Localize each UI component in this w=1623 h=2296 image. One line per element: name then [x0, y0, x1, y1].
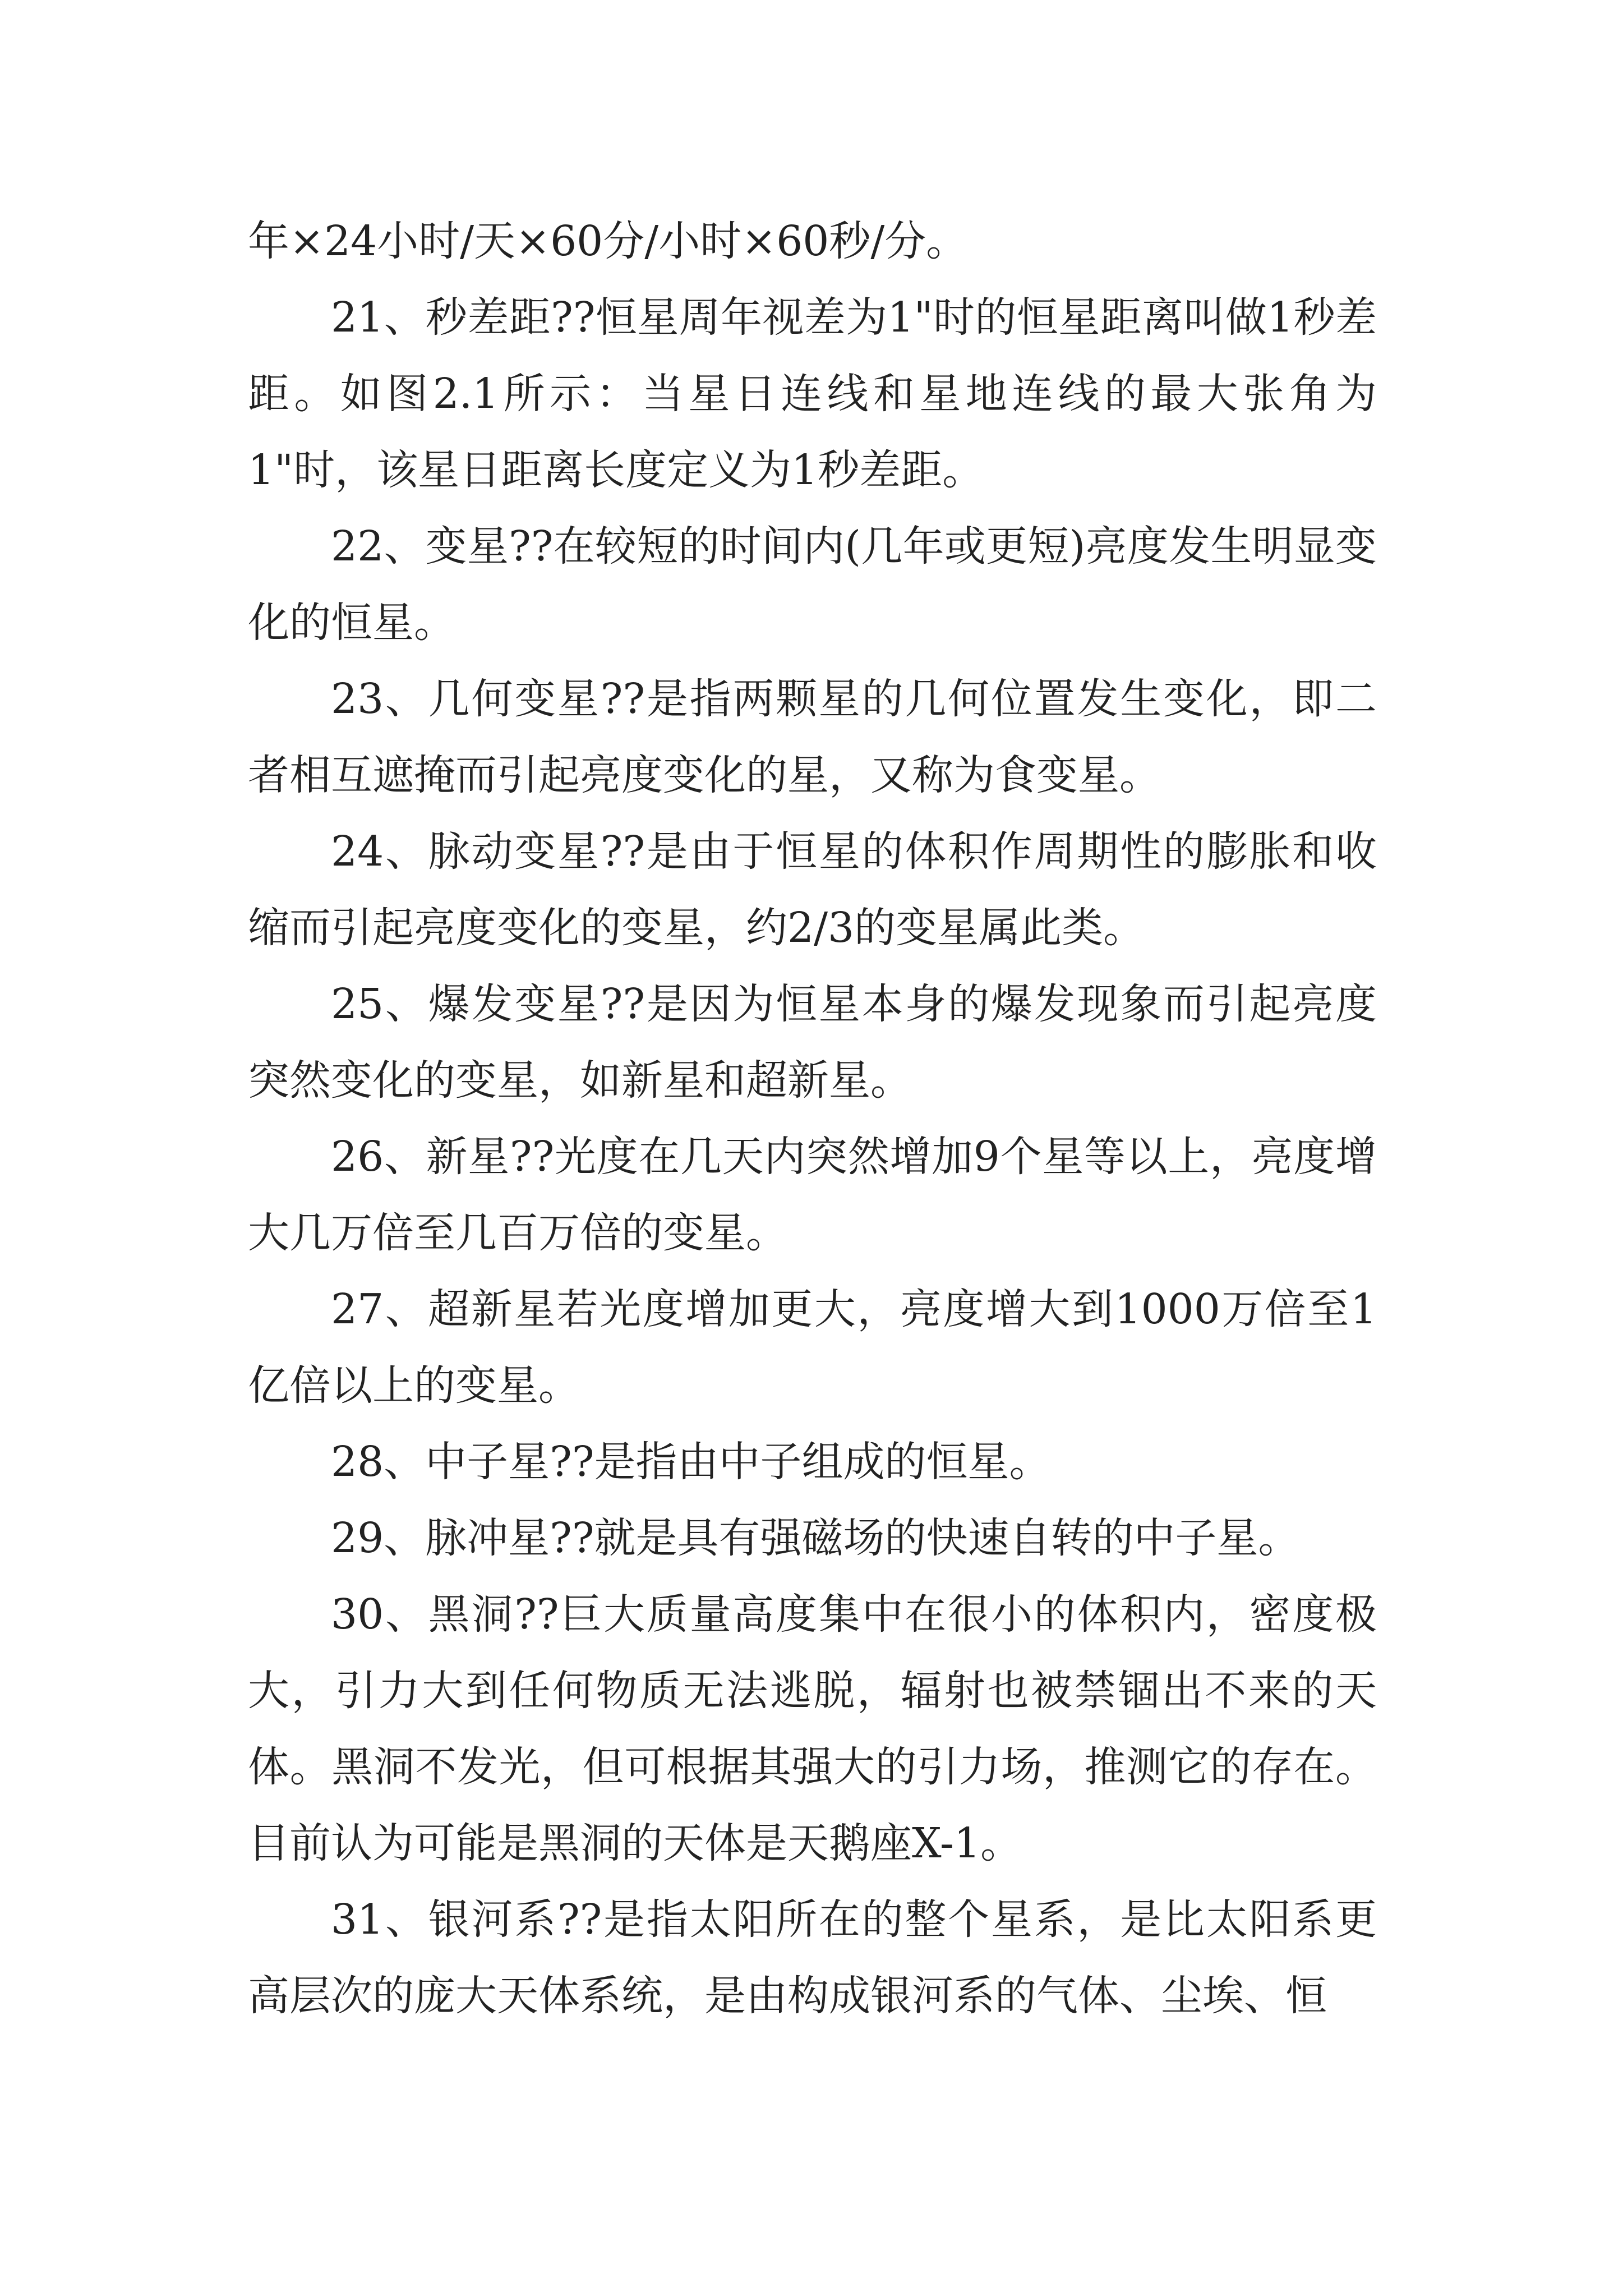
paragraph-item-29: 29、脉冲星??就是具有强磁场的快速自转的中子星。 — [331, 1514, 1300, 1562]
paragraph-item-28: 28、中子星??是指由中子组成的恒星。 — [331, 1438, 1051, 1486]
paragraph-item-27: 27、超新星若光度增加更大，亮度增大到1000万倍至1亿倍以上的变星。 — [248, 1285, 1377, 1410]
paragraph-continuation: 年×24小时/天×60分/小时×60秒/分。 — [248, 217, 968, 265]
paragraph-item-22: 22、变星??在较短的时间内(几年或更短)亮度发生明显变化的恒星。 — [248, 522, 1377, 647]
paragraph-item-26: 26、新星??光度在几天内突然增加9个星等以上，亮度增大几万倍至几百万倍的变星。 — [248, 1133, 1377, 1257]
paragraph-item-25: 25、爆发变星??是因为恒星本身的爆发现象而引起亮度突然变化的变星，如新星和超新星。 — [248, 980, 1377, 1105]
paragraph-item-23: 23、几何变星??是指两颗星的几何位置发生变化，即二者相互遮掩而引起亮度变化的星，又称为食变星。 — [248, 675, 1377, 799]
paragraph-item-21: 21、秒差距??恒星周年视差为1"时的恒星距离叫做1秒差距。如图2.1所示：当星日连线和星地连线的最大张角为1"时，该星日距离长度定义为1秒差距。 — [248, 293, 1377, 494]
paragraph-item-30: 30、黑洞??巨大质量高度集中在很小的体积内，密度极大，引力大到任何物质无法逃脱，辐射也被禁锢出不来的天体。黑洞不发光，但可根据其强大的引力场，推测它的存在。目前认为可能是黑洞的天体是天鹅座X-1。 — [248, 1590, 1377, 1867]
document-body — [248, 203, 1377, 2034]
paragraph-item-31: 31、银河系??是指太阳所在的整个星系，是比太阳系更高层次的庞大天体系统，是由构成银河系的气体、尘埃、恒 — [248, 1895, 1377, 2020]
paragraph-item-24: 24、脉动变星??是由于恒星的体积作周期性的膨胀和收缩而引起亮度变化的变星，约2/3的变星属此类。 — [248, 827, 1377, 952]
